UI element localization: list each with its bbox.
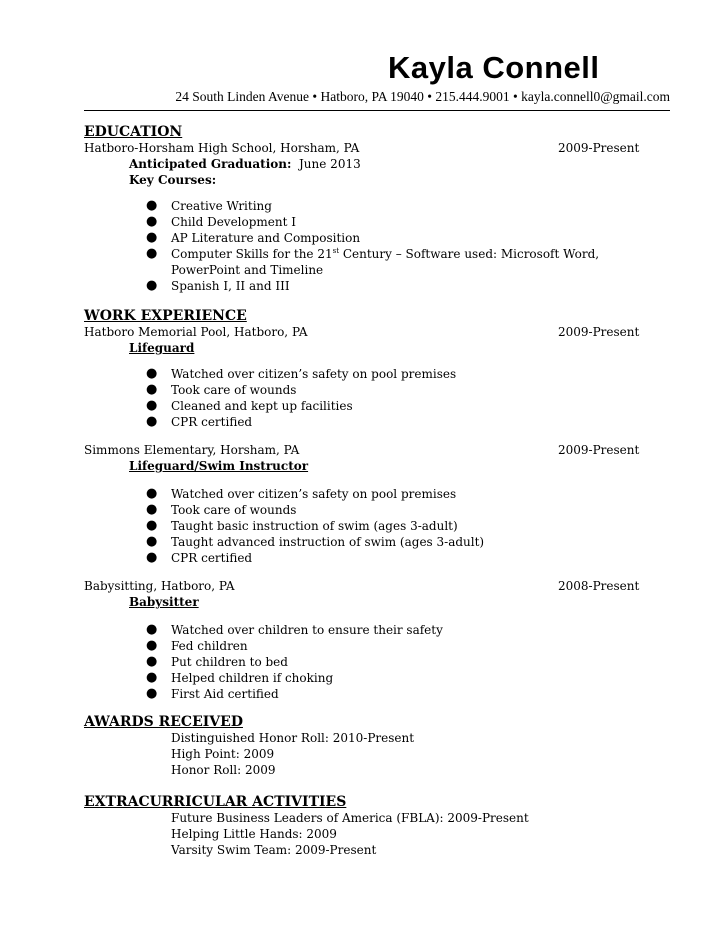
bullet-icon: ● (146, 518, 158, 533)
bullet-icon: ● (146, 214, 158, 229)
graduation-label: Anticipated Graduation: (129, 157, 292, 171)
resume-name: Kayla Connell (388, 50, 600, 85)
job-row (84, 324, 644, 340)
job-row (84, 442, 644, 458)
education-heading: EDUCATION (84, 124, 183, 140)
bullet-icon: ● (146, 230, 158, 245)
courses-list (84, 198, 644, 294)
job-dates: 2008-Present (558, 579, 640, 593)
job-dates: 2009-Present (558, 325, 640, 339)
work-heading: WORK EXPERIENCE (84, 308, 247, 324)
job-row (84, 578, 644, 594)
bullet-icon: ● (146, 366, 158, 381)
bullet-icon: ● (146, 398, 158, 413)
award-item: High Point: 2009 (171, 747, 275, 761)
list-item: ● Creative Writing (146, 198, 272, 213)
school-name: Hatboro-Horsham High School, Horsham, PA (84, 141, 360, 155)
duties-list (84, 486, 644, 566)
list-item: ● Took care of wounds (146, 382, 297, 397)
list-item: ● Computer Skills for the 21st Century – Software used: Microsoft Word, (146, 246, 600, 261)
graduation-line (129, 156, 644, 172)
list-item: ● Watched over citizen’s safety on pool premises (146, 486, 457, 501)
list-item: ● First Aid certified (146, 686, 279, 701)
activity-item: Varsity Swim Team: 2009-Present (171, 843, 377, 857)
activities-list (84, 810, 644, 858)
bullet-icon: ● (146, 502, 158, 517)
job-role: Babysitter (129, 595, 199, 609)
list-item: ● Taught basic instruction of swim (ages 3-adult) (146, 518, 458, 533)
awards-list (84, 730, 644, 778)
bullet-icon: ● (146, 670, 158, 685)
list-item: ● Cleaned and kept up facilities (146, 398, 353, 413)
bullet-icon: ● (146, 486, 158, 501)
job-place: Hatboro Memorial Pool, Hatboro, PA (84, 325, 308, 339)
job-place: Simmons Elementary, Horsham, PA (84, 443, 300, 457)
bullet-icon: ● (146, 622, 158, 637)
list-item: ● Watched over children to ensure their safety (146, 622, 443, 637)
education-school-row (84, 140, 644, 156)
list-item: ● Put children to bed (146, 654, 288, 669)
bullet-icon: ● (146, 686, 158, 701)
list-item: ● AP Literature and Composition (146, 230, 361, 245)
bullet-icon: ● (146, 246, 158, 261)
activity-item: Future Business Leaders of America (FBLA): 2009-Present (171, 811, 529, 825)
key-courses-label: Key Courses: (129, 173, 217, 187)
graduation-value: June 2013 (299, 157, 361, 171)
award-item: Honor Roll: 2009 (171, 763, 276, 777)
bullet-icon: ● (146, 198, 158, 213)
list-item: ● CPR certified (146, 550, 253, 565)
activities-section (84, 794, 644, 858)
bullet-icon: ● (146, 638, 158, 653)
list-item: ● CPR certified (146, 414, 253, 429)
list-item: ● Helped children if choking (146, 670, 334, 685)
list-item: ● Taught advanced instruction of swim (ages 3-adult) (146, 534, 485, 549)
bullet-icon: ● (146, 278, 158, 293)
bullet-icon: ● (146, 382, 158, 397)
list-item: ● Fed children (146, 638, 248, 653)
job-dates: 2009-Present (558, 443, 640, 457)
activity-item: Helping Little Hands: 2009 (171, 827, 337, 841)
contact-line: 24 South Linden Avenue • Hatboro, PA 19040 • 215.444.9001 • kayla.connell0@gmail.com (84, 86, 670, 111)
activities-heading: EXTRACURRICULAR ACTIVITIES (84, 794, 347, 810)
job-role: Lifeguard (129, 341, 195, 355)
duties-list (84, 622, 644, 702)
list-item: ● Spanish I, II and III (146, 278, 290, 293)
work-section (84, 308, 644, 702)
education-section (84, 124, 644, 294)
list-item: ● Took care of wounds (146, 502, 297, 517)
awards-heading: AWARDS RECEIVED (84, 714, 243, 730)
bullet-icon: ● (146, 534, 158, 549)
list-item: ● Child Development I (146, 214, 297, 229)
bullet-icon: ● (146, 550, 158, 565)
bullet-icon: ● (146, 414, 158, 429)
award-item: Distinguished Honor Roll: 2010-Present (171, 731, 415, 745)
job-place: Babysitting, Hatboro, PA (84, 579, 235, 593)
list-item: ● Watched over citizen’s safety on pool premises (146, 366, 457, 381)
awards-section (84, 714, 644, 778)
list-item-continuation: PowerPoint and Timeline (171, 263, 324, 277)
job-role: Lifeguard/Swim Instructor (129, 459, 309, 473)
school-dates: 2009-Present (558, 141, 640, 155)
bullet-icon: ● (146, 654, 158, 669)
duties-list (84, 366, 644, 430)
